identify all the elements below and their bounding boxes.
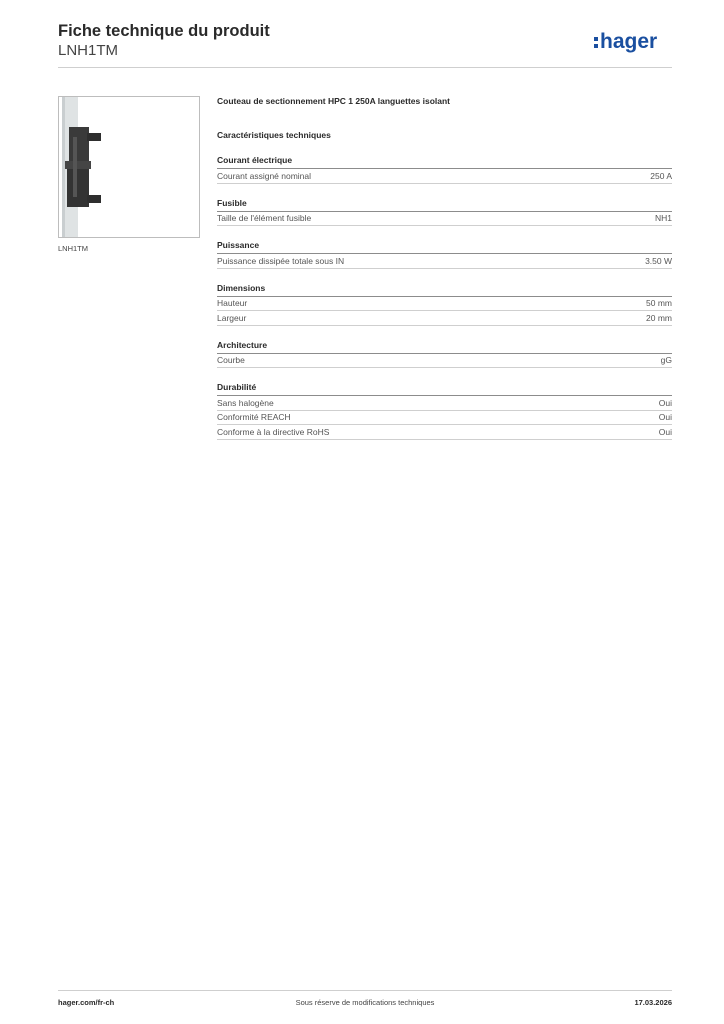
spec-row [217, 212, 672, 227]
spec-label: Hauteur [217, 298, 248, 308]
spec-row [217, 311, 672, 326]
spec-row [217, 396, 672, 411]
group-title: Courant électrique [217, 155, 672, 169]
group-title: Durabilité [217, 382, 672, 396]
image-caption: LNH1TM [58, 244, 89, 253]
spec-label: Largeur [217, 312, 247, 323]
header-divider [58, 67, 672, 68]
spec-sheet [217, 96, 672, 440]
group-title: Fusible [217, 198, 672, 212]
footer-disclaimer: Sous réserve de modifications techniques [295, 998, 435, 1007]
spec-value: 50 mm [646, 298, 672, 308]
spec-value: Oui [658, 426, 672, 437]
product-description: Couteau de sectionnement HPC 1 250A languettes isolant [217, 96, 451, 106]
spec-group-puissance [217, 240, 672, 269]
spec-row [217, 425, 672, 440]
spec-row [217, 354, 672, 369]
spec-group-fusible [217, 198, 672, 227]
spec-group-courant [217, 155, 672, 184]
spec-value: gG [660, 355, 672, 365]
logo-text: hager [600, 30, 658, 53]
group-title: Dimensions [217, 283, 672, 297]
footer-divider [58, 990, 672, 991]
document-title: Fiche technique du produit [58, 22, 270, 40]
spec-label: Courbe [217, 355, 245, 365]
spec-label: Sans halogène [217, 397, 274, 408]
spec-value: Oui [658, 412, 672, 422]
specs-heading: Caractéristiques techniques [217, 130, 331, 140]
spec-label: Puissance dissipée totale sous IN [217, 255, 345, 266]
spec-group-durabilite [217, 382, 672, 440]
spec-label: Courant assigné nominal [217, 170, 312, 181]
website-link[interactable]: hager.com/fr-ch [58, 998, 115, 1007]
spec-value: NH1 [654, 213, 672, 223]
spec-value: Oui [658, 397, 672, 408]
product-photo [59, 97, 199, 237]
spec-value: 250 A [650, 170, 672, 181]
spec-row [217, 169, 672, 184]
hager-logo [592, 26, 672, 58]
spec-row [217, 411, 672, 426]
spec-label: Conformité REACH [217, 412, 291, 422]
document-header [58, 22, 270, 59]
spec-value: 3.50 W [645, 255, 672, 266]
group-title: Puissance [217, 240, 672, 254]
spec-group-dimensions [217, 283, 672, 326]
spec-row [217, 297, 672, 312]
product-image [58, 96, 200, 238]
spec-value: 20 mm [646, 312, 672, 323]
spec-label: Conforme à la directive RoHS [217, 426, 330, 437]
footer-date: 17.03.2026 [634, 998, 672, 1007]
group-title: Architecture [217, 340, 672, 354]
spec-label: Taille de l'élément fusible [217, 213, 312, 223]
spec-row [217, 254, 672, 269]
product-reference: LNH1TM [58, 42, 119, 59]
spec-group-architecture [217, 340, 672, 369]
